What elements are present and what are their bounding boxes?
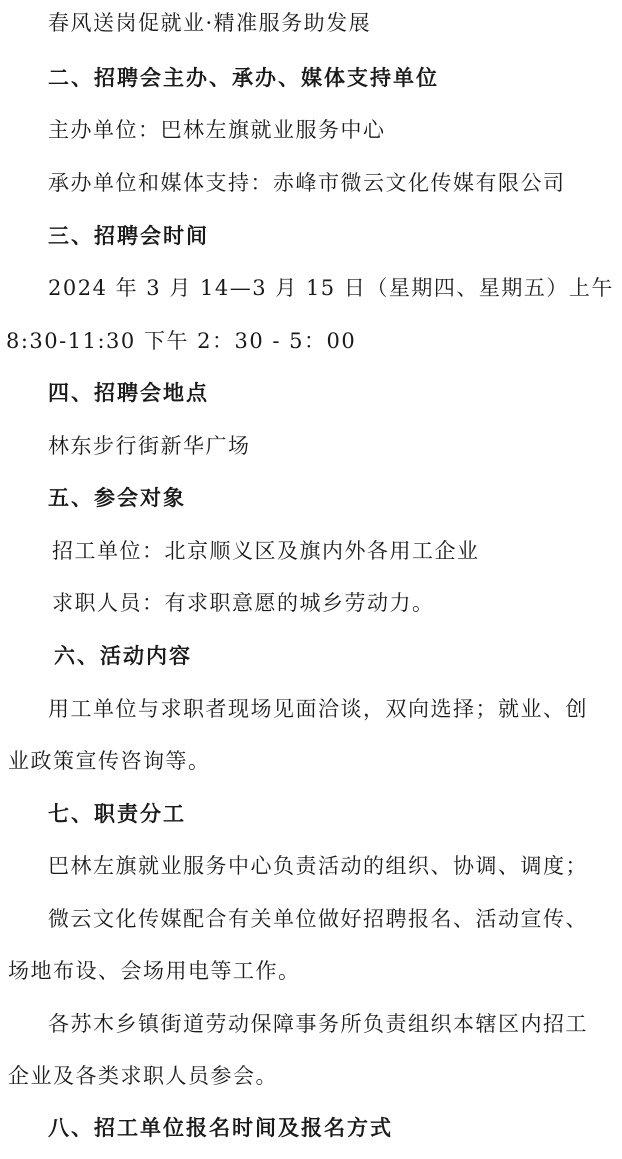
employers-text: 招工单位：北京顺义区及旗内外各用工企业 [52,539,480,563]
section-5-heading: 五、参会对象 [48,485,186,510]
co-organizer-text: 承办单位和媒体支持：赤峰市微云文化传媒有限公司 [48,171,566,195]
section-6-heading: 六、活动内容 [54,643,192,668]
section-2-heading: 二、招聘会主办、承办、媒体支持单位 [48,65,439,90]
organizer-text: 主办单位：巴林左旗就业服务中心 [48,118,386,142]
section-8-heading: 八、招工单位报名时间及报名方式 [48,1115,393,1140]
section-4-heading: 四、招聘会地点 [48,380,209,405]
theme-line: 春风送岗促就业·精准服务助发展 [48,11,372,35]
duty-1-text: 巴林左旗就业服务中心负责活动的组织、协调、调度； [48,854,588,878]
time-line-2: 8:30-11:30 下午 2：30 - 5：00 [6,329,357,353]
section-3-heading: 三、招聘会时间 [48,223,209,248]
job-seekers-text: 求职人员：有求职意愿的城乡劳动力。 [52,591,435,615]
section-7-heading: 七、职责分工 [48,801,186,826]
duty-2-line-2: 场地布设、会场用电等工作。 [8,959,301,983]
duty-3-line-2: 企业及各类求职人员参会。 [8,1064,278,1088]
duty-3-line-1: 各苏木乡镇街道劳动保障事务所负责组织本辖区内招工 [48,1012,588,1036]
location-text: 林东步行街新华广场 [48,434,251,458]
duty-2-line-1: 微云文化传媒配合有关单位做好招聘报名、活动宣传、 [48,907,588,931]
activity-content-line-2: 业政策宣传咨询等。 [8,749,211,773]
activity-content-line-1: 用工单位与求职者现场见面洽谈，双向选择；就业、创 [48,697,588,721]
time-line-1: 2024 年 3 月 14—3 月 15 日（星期四、星期五）上午 [48,276,614,300]
